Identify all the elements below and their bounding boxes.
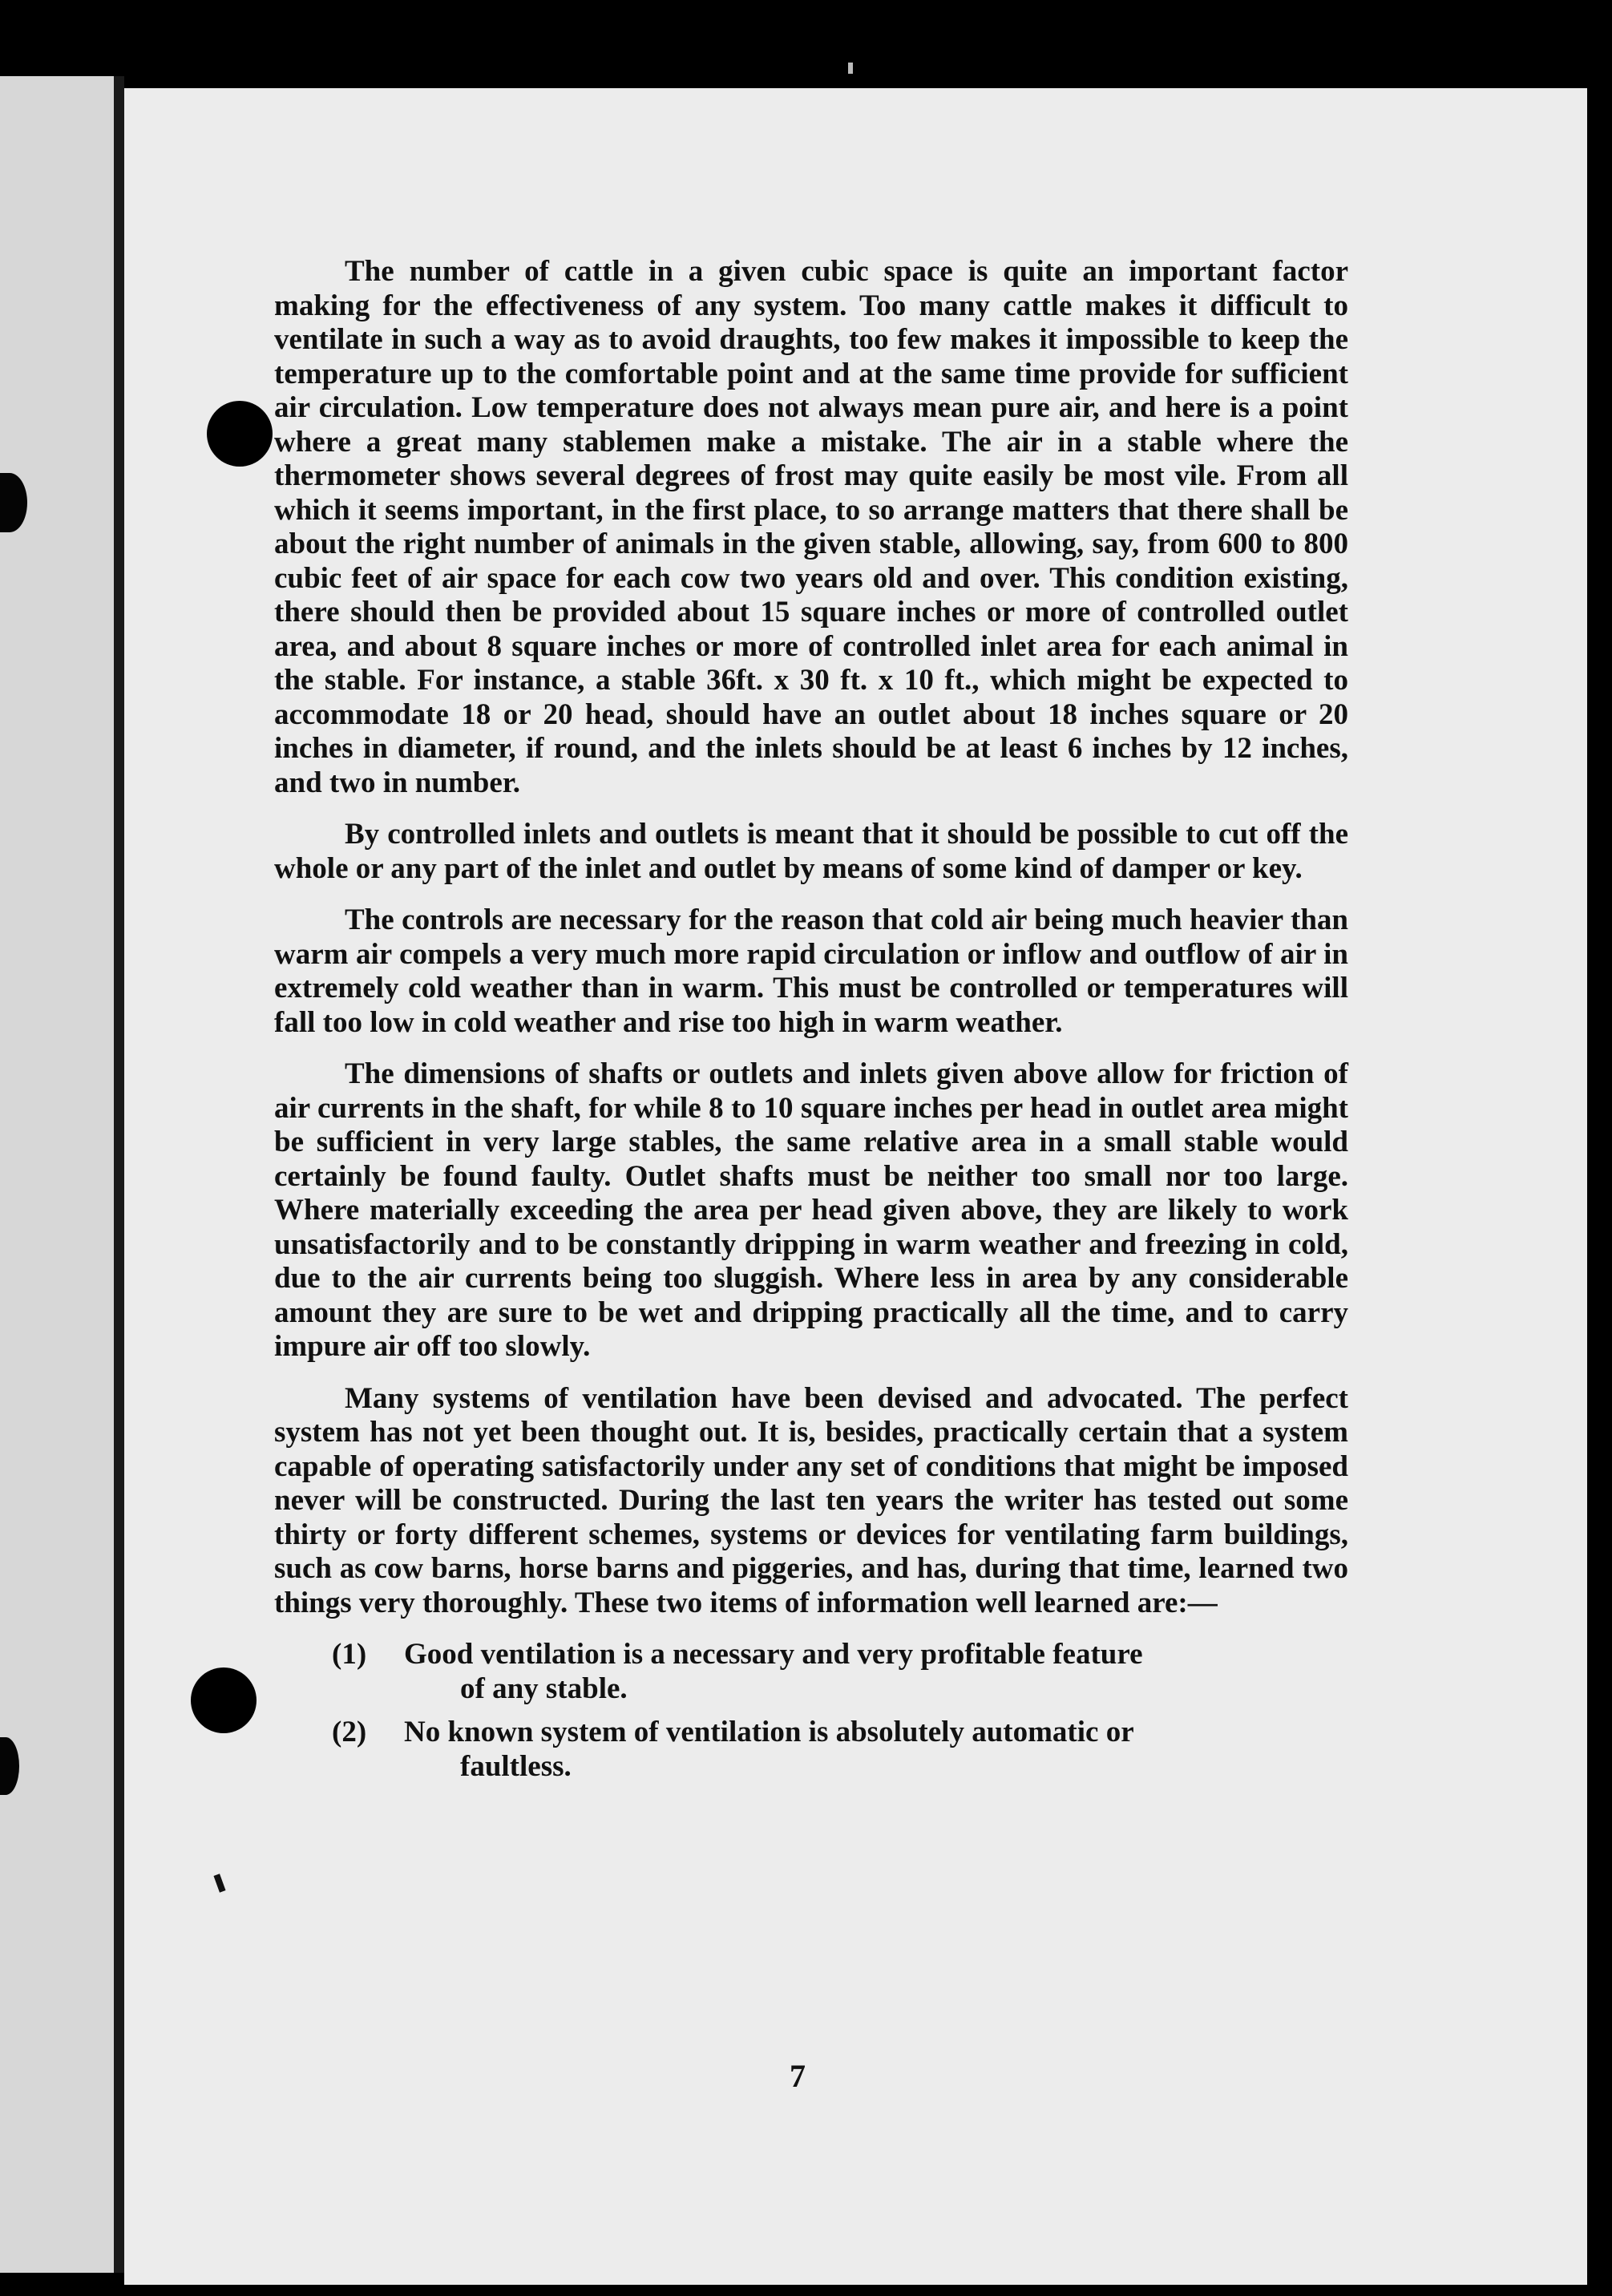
list-line-continued: of any stable. [460, 1671, 628, 1705]
paragraph: Many systems of ventilation have been devised and advocated. The perfect system has not yet been thought out. It is, besides, practically certain that a system capable of operating satisfactorily under any set of conditions that might be imposed never will be constructed. During the last ten years the writer has tested out some thirty or forty different schemes, systems or devices for ventilating farm buildings, such as cow barns, horse barns and piggeries, and has, during that time, learned two things very thoroughly. These two items of information well learned are:— [274, 1381, 1348, 1619]
list-text [404, 1716, 1254, 1784]
list-line: No known system of ventilation is absolutely automatic or [404, 1716, 1134, 1748]
numbered-list [274, 1638, 1348, 1784]
list-line: Good ventilation is a necessary and very profitable feature [404, 1638, 1143, 1671]
scan-speck [848, 63, 853, 74]
facing-page-edge [0, 76, 114, 2273]
punch-hole-upper [207, 401, 273, 467]
list-text [404, 1638, 1254, 1706]
page-gutter [114, 76, 124, 2273]
list-line-continued: faultless. [460, 1749, 572, 1783]
list-number: (1) [332, 1638, 367, 1671]
list-number: (2) [332, 1716, 367, 1748]
punch-hole-left-lower [0, 1737, 19, 1795]
punch-hole-lower [191, 1667, 257, 1733]
body-text [274, 255, 1348, 1793]
paragraph: By controlled inlets and outlets is meant that it should be possible to cut off the whole or any part of the inlet and outlet by means of some kind of damper or key. [274, 818, 1348, 885]
list-item [274, 1638, 1348, 1706]
paragraph: The controls are necessary for the reason that cold air being much heavier than warm air compels a very much more rapid circulation or inflow and outflow of air in extremely cold weather than in warm. This must be controlled or temperatures will fall too low in cold weather and rise too high in warm weather. [274, 903, 1348, 1039]
list-item [274, 1716, 1348, 1784]
paragraph: The number of cattle in a given cubic space is quite an important factor making for the effectiveness of any system. Too many cattle makes it difficult to ventilate in such a way as to avoid draughts, too few makes it impossible to keep the temperature up to the comfortable point and at the same time provide for sufficient air circulation. Low temperature does not always mean pure air, and here is a point where a great many stablemen make a mistake. The air in a stable where the thermometer shows several degrees of frost may quite easily be most vile. From all which it seems important, in the first place, to so arrange matters that there shall be about the right number of animals in the given stable, allowing, say, from 600 to 800 cubic feet of air space for each cow two years old and over. This condition existing, there should then be provided about 15 square inches or more of controlled outlet area, and about 8 square inches or more of controlled inlet area for each animal in the stable. For instance, a stable 36ft. x 30 ft. x 10 ft., which might be expected to accommodate 18 or 20 head, should have an outlet about 18 inches square or 20 inches in diameter, if round, and the inlets should be at least 6 inches by 12 inches, and two in number. [274, 255, 1348, 799]
paragraph: The dimensions of shafts or outlets and inlets given above allow for friction of air currents in the shaft, for while 8 to 10 square inches per head in outlet area might be sufficient in very large stables, the same relative area in a small stable would certainly be found faulty. Outlet shafts must be neither too small nor too large. Where materially exceeding the area per head given above, they are likely to work unsatisfactorily and to be constantly dripping in warm weather and freezing in cold, due to the air currents being too sluggish. Where less in area by any considerable amount they are sure to be wet and dripping practically all the time, and to carry impure air off too slowly. [274, 1057, 1348, 1363]
page-number: 7 [790, 2058, 806, 2094]
punch-hole-left-upper [0, 473, 27, 532]
